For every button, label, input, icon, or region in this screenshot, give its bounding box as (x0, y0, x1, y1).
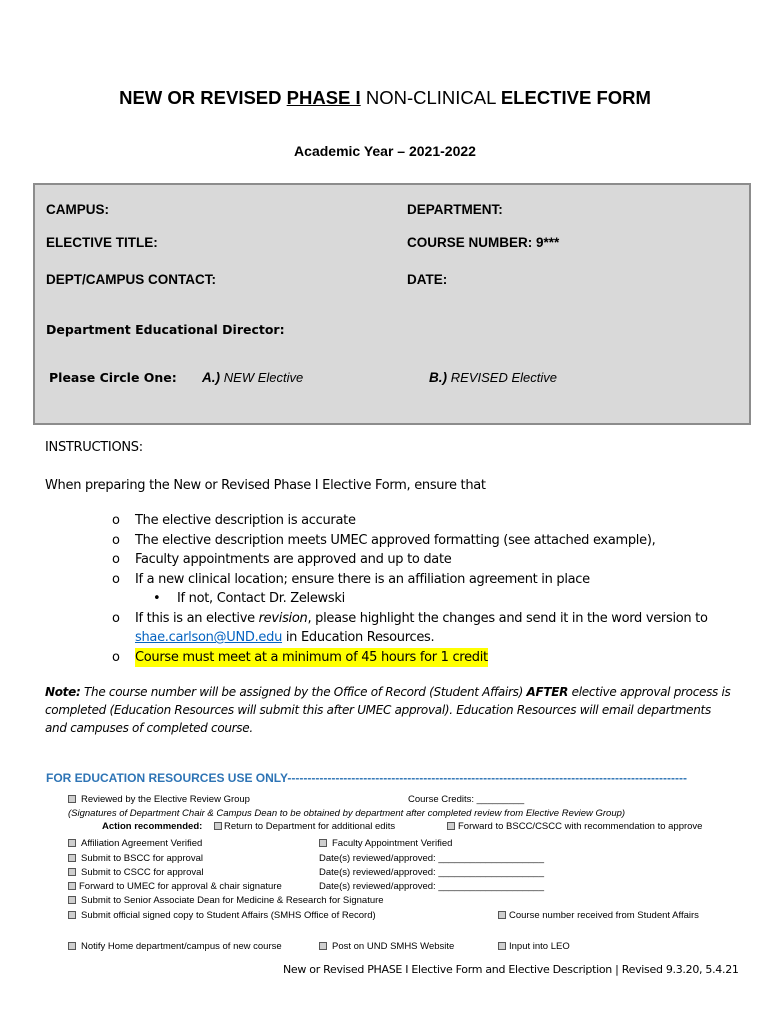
affiliation-checkbox[interactable]: Affiliation Agreement Verified (68, 838, 202, 849)
forward-umec-checkbox[interactable]: Forward to UMEC for approval & chair signature (68, 881, 282, 892)
department-label: DEPARTMENT: (407, 202, 503, 217)
checkbox-icon (68, 868, 76, 876)
note-paragraph: Note: The course number will be assigned by the Office of Record (Student Affairs) AFTER elective approval process is completed (Education Resources will submit this after UMEC approval). Education Resources will email departments and campuses of completed course. (45, 685, 731, 735)
reviewed-checkbox[interactable]: Reviewed by the Elective Review Group (68, 794, 250, 805)
checkbox-icon (68, 882, 76, 890)
dates-reviewed-field[interactable]: Date(s) reviewed/approved: ____________________ (319, 867, 545, 878)
submit-official-checkbox[interactable]: Submit official signed copy to Student Affairs (SMHS Office of Record) (68, 910, 376, 921)
email-link[interactable]: shae.carlson@UND.edu (135, 630, 283, 645)
form-title (0, 87, 770, 109)
checkbox-icon (68, 896, 76, 904)
option-revised[interactable]: B.) REVISED Elective (429, 370, 557, 385)
circle-one-label: Please Circle One: (49, 370, 177, 385)
post-web-checkbox[interactable]: Post on UND SMHS Website (319, 941, 454, 952)
return-checkbox[interactable]: Return to Department for additional edits (214, 821, 395, 832)
checkbox-icon (68, 854, 76, 862)
title-part: NON-CLINICAL (360, 87, 501, 108)
dates-reviewed-field[interactable]: Date(s) reviewed/approved: ____________________ (319, 881, 545, 892)
forward-bscc-checkbox[interactable]: Forward to BSCC/CSCC with recommendation to approve (447, 821, 702, 832)
instructions-intro: When preparing the New or Revised Phase I Elective Form, ensure that (45, 478, 486, 493)
title-part: ELECTIVE FORM (500, 87, 651, 108)
checkbox-icon (68, 942, 76, 950)
page-footer: New or Revised PHASE I Elective Form and Elective Description | Revised 9.3.20, 5.4.21 (283, 963, 739, 976)
course-credits-field[interactable]: Course Credits: _________ (408, 794, 525, 805)
action-label: Action recommended: (102, 821, 203, 832)
instructions-heading: INSTRUCTIONS: (45, 440, 143, 455)
checkbox-icon (214, 822, 222, 830)
faculty-checkbox[interactable]: Faculty Appointment Verified (319, 838, 452, 849)
checkbox-icon (319, 942, 327, 950)
date-label: DATE: (407, 272, 448, 287)
title-phase: PHASE I (286, 87, 361, 108)
signatures-note: (Signatures of Department Chair & Campus Dean to be obtained by department after completed review from Elective Review Group) (68, 808, 626, 819)
highlighted-requirement: Course must meet at a minimum of 45 hours for 1 credit (135, 648, 488, 668)
elective-title-label: ELECTIVE TITLE: (46, 235, 158, 250)
option-new[interactable]: A.) NEW Elective (202, 370, 304, 385)
checkbox-icon (447, 822, 455, 830)
dates-reviewed-field[interactable]: Date(s) reviewed/approved: ____________________ (319, 853, 545, 864)
academic-year: Academic Year – 2021-2022 (294, 143, 476, 159)
checkbox-icon (68, 911, 76, 919)
title-part: NEW OR REVISED (119, 87, 287, 108)
submit-cscc-checkbox[interactable]: Submit to CSCC for approval (68, 867, 204, 878)
submit-dean-checkbox[interactable]: Submit to Senior Associate Dean for Medicine & Research for Signature (68, 895, 384, 906)
course-received-checkbox[interactable]: Course number received from Student Affairs (498, 910, 699, 921)
checkbox-icon (498, 911, 506, 919)
checkbox-icon (498, 942, 506, 950)
notify-checkbox[interactable]: Notify Home department/campus of new course (68, 941, 282, 952)
submit-bscc-checkbox[interactable]: Submit to BSCC for approval (68, 853, 203, 864)
checkbox-icon (319, 839, 327, 847)
campus-label: CAMPUS: (46, 202, 109, 217)
checkbox-icon (68, 795, 76, 803)
course-number-label: COURSE NUMBER: 9*** (407, 235, 560, 250)
contact-label: DEPT/CAMPUS CONTACT: (46, 272, 216, 287)
office-use-heading: FOR EDUCATION RESOURCES USE ONLY---------------------------------------------------------------------------------------------------- (46, 771, 687, 785)
input-leo-checkbox[interactable]: Input into LEO (498, 941, 570, 952)
info-box (33, 183, 751, 425)
checkbox-icon (68, 839, 76, 847)
director-label: Department Educational Director: (46, 322, 285, 337)
